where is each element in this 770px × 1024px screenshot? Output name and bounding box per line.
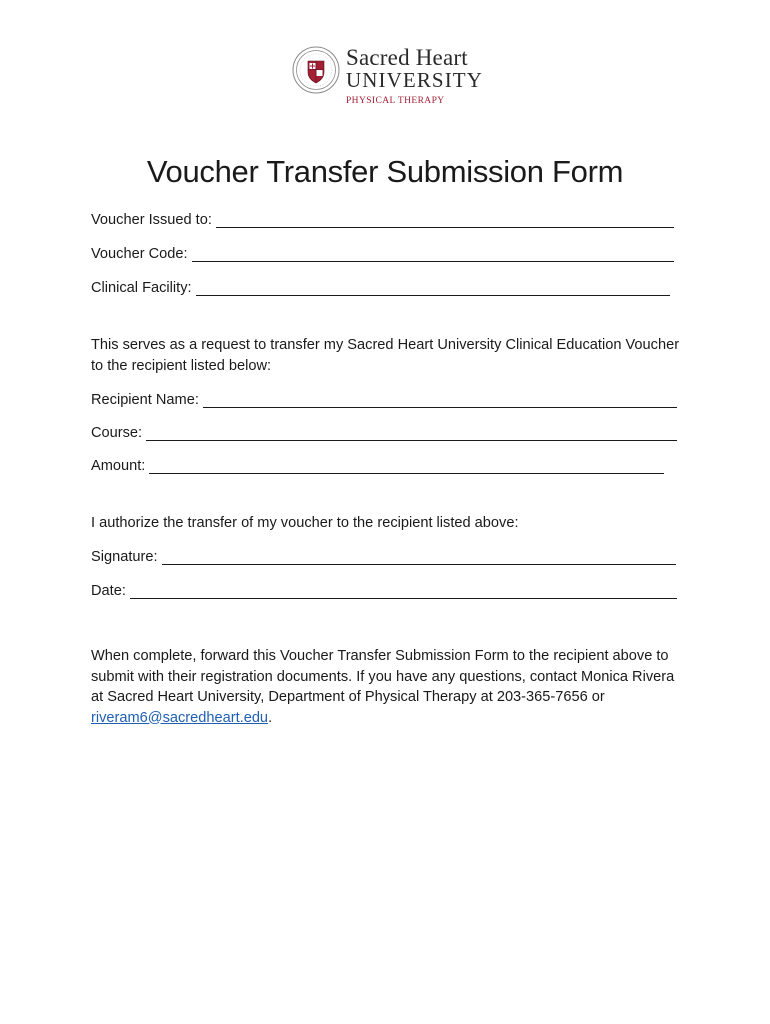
logo-department-line: PHYSICAL THERAPY xyxy=(346,96,445,106)
amount-line[interactable] xyxy=(149,459,664,474)
field-label: Signature: xyxy=(91,549,158,565)
voucher-issued-to-line[interactable] xyxy=(216,213,674,228)
signature-field[interactable] xyxy=(91,547,676,565)
field-label: Voucher Issued to: xyxy=(91,212,212,228)
field-label: Recipient Name: xyxy=(91,392,199,408)
logo-name-line: Sacred Heart xyxy=(346,45,468,70)
amount-field[interactable] xyxy=(91,456,664,474)
recipient-name-field[interactable] xyxy=(91,390,677,408)
field-label: Amount: xyxy=(91,458,146,474)
clinical-facility-field[interactable] xyxy=(91,278,670,296)
voucher-code-line[interactable] xyxy=(192,247,674,262)
closing-period: . xyxy=(268,709,273,726)
university-logo xyxy=(292,44,483,107)
course-field[interactable] xyxy=(91,423,677,441)
course-line[interactable] xyxy=(146,426,677,441)
field-label: Date: xyxy=(91,583,126,599)
voucher-issued-to-field[interactable] xyxy=(91,210,674,228)
date-line[interactable] xyxy=(130,584,677,599)
transfer-request-text: This serves as a request to transfer my Sacred Heart University Clinical Education Voucher to the recipient listed below: xyxy=(91,337,680,374)
voucher-code-field[interactable] xyxy=(91,244,674,262)
contact-email-link[interactable]: riveram6@sacredheart.edu xyxy=(91,709,269,726)
closing-text: When complete, forward this Voucher Transfer Submission Form to the recipient above to submit with their registration documents. If you have any questions, contact Monica Rivera at Sacred Heart University, Department of Physical Therapy at 203-365-7656 or xyxy=(91,648,675,705)
field-label: Course: xyxy=(91,425,143,441)
page-title: Voucher Transfer Submission Form xyxy=(146,154,624,189)
recipient-name-line[interactable] xyxy=(203,393,677,408)
authorization-text: I authorize the transfer of my voucher to the recipient listed above: xyxy=(91,515,519,531)
signature-line[interactable] xyxy=(162,550,676,565)
field-label: Voucher Code: xyxy=(91,246,188,262)
date-field[interactable] xyxy=(91,581,677,599)
clinical-facility-line[interactable] xyxy=(196,281,670,296)
logo-university-line: UNIVERSITY xyxy=(346,68,483,92)
university-seal-icon xyxy=(292,46,340,94)
field-label: Clinical Facility: xyxy=(91,280,192,296)
closing-instructions xyxy=(91,646,683,728)
